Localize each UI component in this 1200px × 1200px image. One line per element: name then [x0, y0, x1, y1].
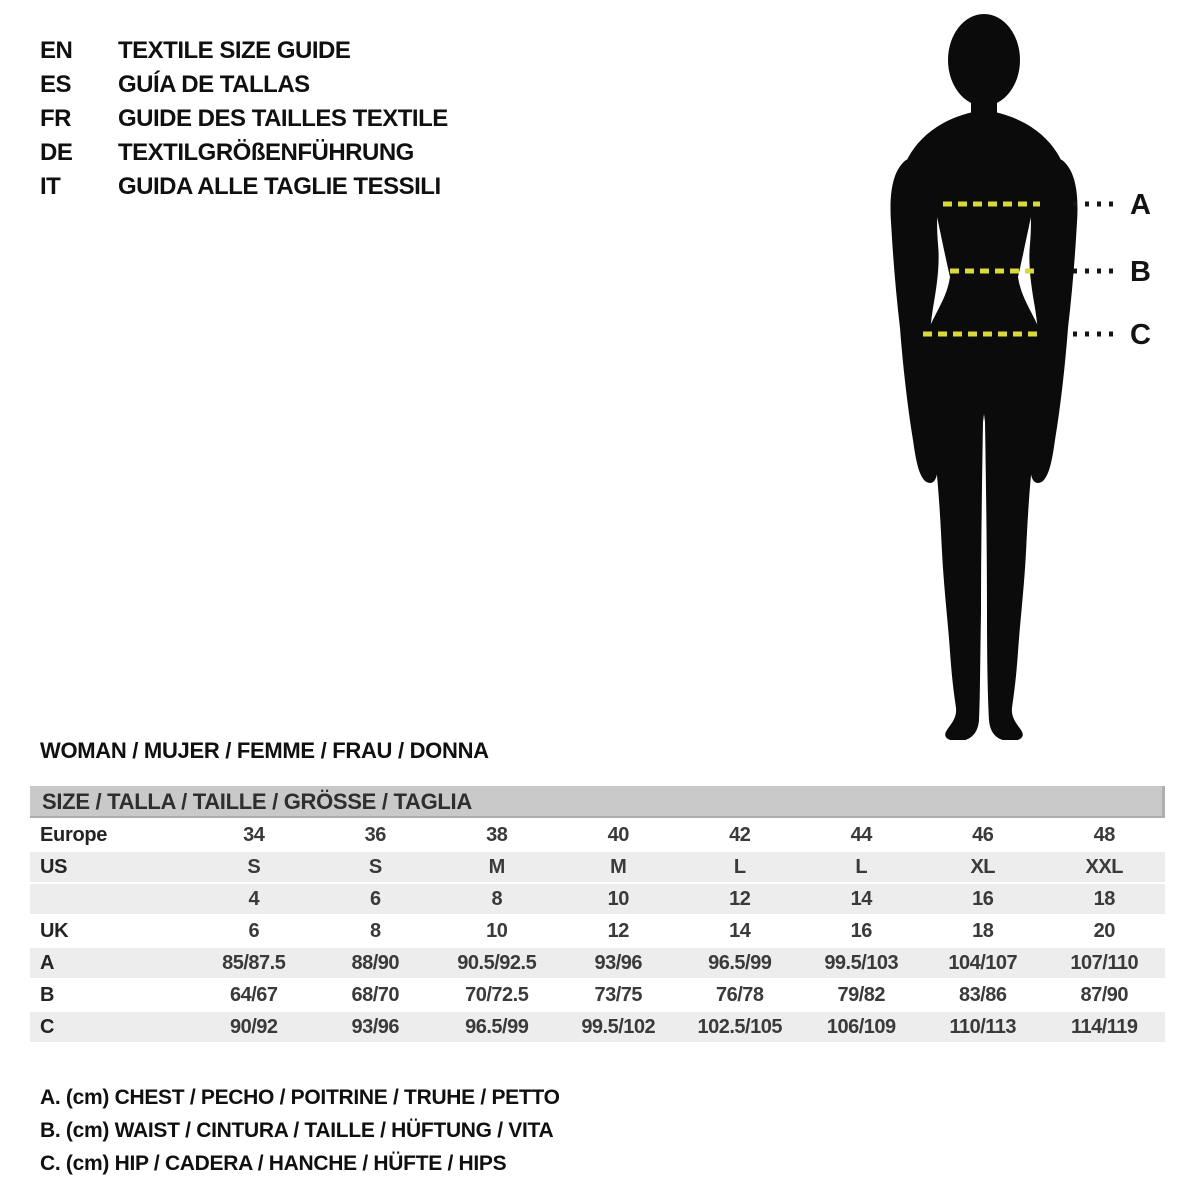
table-cell: 99.5/102 [581, 1015, 656, 1038]
table-cell: L [855, 855, 868, 878]
measurement-legend [40, 1086, 560, 1185]
table-cell: S [247, 855, 261, 878]
table-cell: 102.5/105 [697, 1015, 782, 1038]
table-cell: 46 [972, 823, 994, 846]
table-cell: 88/90 [351, 951, 400, 974]
table-cell: 8 [491, 887, 503, 910]
table-row [30, 882, 1165, 914]
woman-silhouette [891, 14, 1078, 740]
table-row [30, 1010, 1165, 1042]
table-row-label: Europe [40, 823, 108, 846]
woman-silhouette-figure [880, 12, 1200, 740]
table-cell: 48 [1093, 823, 1115, 846]
table-cell: 93/96 [351, 1015, 400, 1038]
guide-title: GUÍA DE TALLAS [118, 71, 310, 98]
table-cell: 90.5/92.5 [457, 951, 537, 974]
table-cell: 6 [369, 887, 381, 910]
measure-label-a: A [1130, 189, 1151, 221]
language-row [40, 68, 448, 102]
table-cell: XXL [1085, 855, 1123, 878]
table-row [30, 946, 1165, 978]
table-cell: 83/86 [958, 983, 1007, 1006]
table-cell: 106/109 [826, 1015, 896, 1038]
table-row-label: B [40, 983, 55, 1006]
table-row [30, 818, 1165, 850]
table-cell: 14 [850, 887, 872, 910]
language-code: FR [40, 105, 71, 132]
language-row [40, 34, 448, 68]
guide-title: TEXTILGRÖßENFÜHRUNG [118, 139, 414, 166]
table-cell: 104/107 [948, 951, 1018, 974]
table-cell: 18 [972, 919, 994, 942]
table-cell: XL [970, 855, 996, 878]
table-cell: 96.5/99 [465, 1015, 529, 1038]
table-cell: 110/113 [949, 1015, 1017, 1038]
table-cell: 114/119 [1070, 1015, 1138, 1038]
language-row [40, 136, 448, 170]
table-cell: 99.5/103 [824, 951, 899, 974]
guide-title: TEXTILE SIZE GUIDE [118, 37, 351, 64]
table-row-label: A [40, 951, 55, 974]
table-cell: 16 [850, 919, 872, 942]
table-cell: 44 [850, 823, 872, 846]
table-cell: 42 [729, 823, 751, 846]
table-cell: S [368, 855, 382, 878]
table-cell: 12 [607, 919, 629, 942]
table-cell: 16 [972, 887, 994, 910]
table-cell: 70/72.5 [465, 983, 529, 1006]
table-cell: 85/87.5 [222, 951, 286, 974]
table-cell: 6 [248, 919, 260, 942]
table-cell: L [733, 855, 746, 878]
guide-title: GUIDE DES TAILLES TEXTILE [118, 105, 448, 132]
language-row [40, 102, 448, 136]
size-table-body [30, 818, 1165, 1042]
woman-silhouette-svg [880, 12, 1200, 740]
table-row [30, 914, 1165, 946]
size-table [30, 786, 1165, 1042]
woman-group-title: WOMAN / MUJER / FEMME / FRAU / DONNA [40, 738, 489, 763]
table-cell: 87/90 [1080, 983, 1129, 1006]
language-title-list [40, 34, 448, 204]
table-row-label: C [40, 1015, 55, 1038]
table-cell: M [610, 855, 627, 878]
language-code: ES [40, 71, 72, 98]
measure-label-c: C [1130, 319, 1151, 351]
table-cell: 8 [369, 919, 381, 942]
table-cell: 14 [729, 919, 751, 942]
table-cell: M [488, 855, 505, 878]
table-row [30, 978, 1165, 1010]
table-cell: 10 [607, 887, 629, 910]
legend-line: C. (cm) HIP / CADERA / HANCHE / HÜFTE / HIPS [40, 1152, 507, 1175]
table-cell: 64/67 [229, 983, 278, 1006]
table-cell: 96.5/99 [708, 951, 772, 974]
table-row-label: US [40, 855, 68, 878]
guide-title: GUIDA ALLE TAGLIE TESSILI [118, 173, 441, 200]
table-cell: 79/82 [837, 983, 886, 1006]
table-row [30, 850, 1165, 882]
table-cell: 40 [607, 823, 629, 846]
table-cell: 76/78 [715, 983, 764, 1006]
language-code: IT [40, 173, 61, 200]
table-cell: 107/110 [1070, 951, 1139, 974]
table-cell: 20 [1093, 919, 1115, 942]
table-row-label: UK [40, 919, 69, 942]
table-cell: 38 [486, 823, 508, 846]
table-cell: 90/92 [229, 1015, 278, 1038]
table-cell: 4 [248, 887, 260, 910]
language-code: EN [40, 37, 73, 64]
language-row [40, 170, 448, 204]
table-cell: 36 [364, 823, 386, 846]
legend-line: A. (cm) CHEST / PECHO / POITRINE / TRUHE / PETTO [40, 1086, 560, 1109]
table-cell: 18 [1093, 887, 1115, 910]
size-table-header: SIZE / TALLA / TAILLE / GRÖSSE / TAGLIA [30, 786, 1165, 818]
table-cell: 12 [729, 887, 751, 910]
table-cell: 68/70 [351, 983, 400, 1006]
legend-line: B. (cm) WAIST / CINTURA / TAILLE / HÜFTUNG / VITA [40, 1119, 554, 1142]
language-code: DE [40, 139, 73, 166]
table-cell: 73/75 [594, 983, 643, 1006]
table-cell: 34 [243, 823, 265, 846]
table-cell: 10 [486, 919, 508, 942]
measure-label-b: B [1130, 256, 1151, 288]
table-cell: 93/96 [594, 951, 643, 974]
